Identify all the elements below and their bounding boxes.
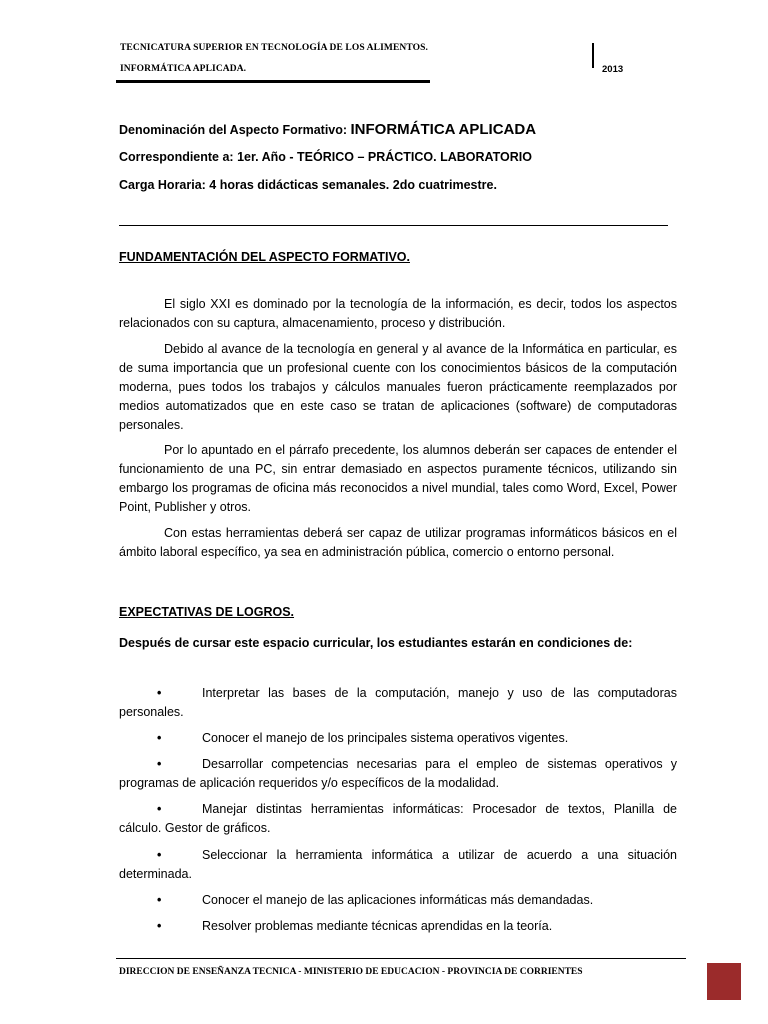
paragraph-text: Por lo apuntado en el párrafo precedente, los alumnos deberán ser capaces de entender el funcionamiento de una PC, sin entrar demasiado en aspectos puramente técnicos, utilizando sin embargo los programas de oficina más reconocidos a nivel mundial, tales como Word, Excel, Power Point, Publisher y otros. (119, 443, 677, 514)
list-item-text: Seleccionar la herramienta informática a utilizar de acuerdo a una situación determinada. (119, 848, 677, 881)
bullet-icon: • (157, 919, 162, 933)
header-institution: TECNICATURA SUPERIOR EN TECNOLOGÍA DE LOS ALIMENTOS. (120, 43, 428, 53)
list-item (119, 917, 677, 936)
fundamentacion-paragraph (119, 524, 677, 562)
footer-divider (116, 958, 686, 959)
list-item-text: Interpretar las bases de la computación, manejo y uso de las computadoras personales. (119, 686, 677, 719)
fundamentacion-paragraph (119, 340, 677, 435)
page-marker-square (707, 963, 741, 1000)
list-item-text: Manejar distintas herramientas informáticas: Procesador de textos, Planilla de cálculo. Gestor de gráficos. (119, 802, 677, 835)
fundamentacion-paragraph (119, 295, 677, 333)
bullet-icon: • (157, 848, 162, 862)
list-item-text: Conocer el manejo de los principales sistema operativos vigentes. (202, 731, 569, 745)
list-item (119, 846, 677, 884)
header-divider (116, 80, 430, 83)
list-item-text: Desarrollar competencias necesarias para el empleo de sistemas operativos y programas de aplicación requeridos y/o específicos de la modalidad. (119, 757, 677, 790)
expectativas-intro: Después de cursar este espacio curricular, los estudiantes estarán en condiciones de: (119, 636, 633, 650)
carga-horaria-line: Carga Horaria: 4 horas didácticas semanales. 2do cuatrimestre. (119, 178, 497, 192)
fundamentacion-title: FUNDAMENTACIÓN DEL ASPECTO FORMATIVO. (119, 250, 410, 264)
expectativas-title: EXPECTATIVAS DE LOGROS. (119, 605, 295, 619)
list-item (119, 729, 677, 748)
footer-text: DIRECCION DE ENSEÑANZA TECNICA - MINISTERIO DE EDUCACION - PROVINCIA DE CORRIENTES (119, 967, 583, 977)
list-item (119, 684, 677, 722)
fundamentacion-paragraph (119, 441, 677, 517)
denominacion-line (119, 121, 536, 138)
bullet-icon: • (157, 802, 162, 816)
list-item (119, 891, 677, 910)
meta-divider (119, 225, 668, 226)
header-year-divider (592, 43, 594, 68)
correspondiente-line: Correspondiente a: 1er. Año - TEÓRICO – PRÁCTICO. LABORATORIO (119, 150, 533, 164)
paragraph-text: Con estas herramientas deberá ser capaz de utilizar programas informáticos básicos en el ámbito laboral específico, ya sea en administración pública, comercio o entorno personal. (119, 526, 677, 559)
list-item-text: Conocer el manejo de las aplicaciones informáticas más demandadas. (202, 893, 594, 907)
bullet-icon: • (157, 731, 162, 745)
paragraph-text: El siglo XXI es dominado por la tecnología de la información, es decir, todos los aspectos relacionados con su captura, almacenamiento, proceso y distribución. (119, 297, 677, 330)
list-item (119, 755, 677, 793)
denominacion-value: INFORMÁTICA APLICADA (350, 121, 537, 138)
list-item (119, 800, 677, 838)
header-subject: INFORMÁTICA APLICADA. (120, 64, 247, 74)
bullet-icon: • (157, 757, 162, 771)
denominacion-label: Denominación del Aspecto Formativo: (119, 123, 351, 137)
bullet-icon: • (157, 893, 162, 907)
header-year: 2013 (602, 64, 624, 75)
list-item-text: Resolver problemas mediante técnicas aprendidas en la teoría. (202, 919, 553, 933)
paragraph-text: Debido al avance de la tecnología en general y al avance de la Informática en particular, es de suma importancia que un profesional cuente con los conocimientos básicos de la computación moderna, pues todos los trabajos y cálculos manuales fueron prácticamente reemplazados por medios automatizados que en este caso se tratan de aplicaciones (software) de computadoras personales. (119, 342, 677, 432)
bullet-icon: • (157, 686, 162, 700)
